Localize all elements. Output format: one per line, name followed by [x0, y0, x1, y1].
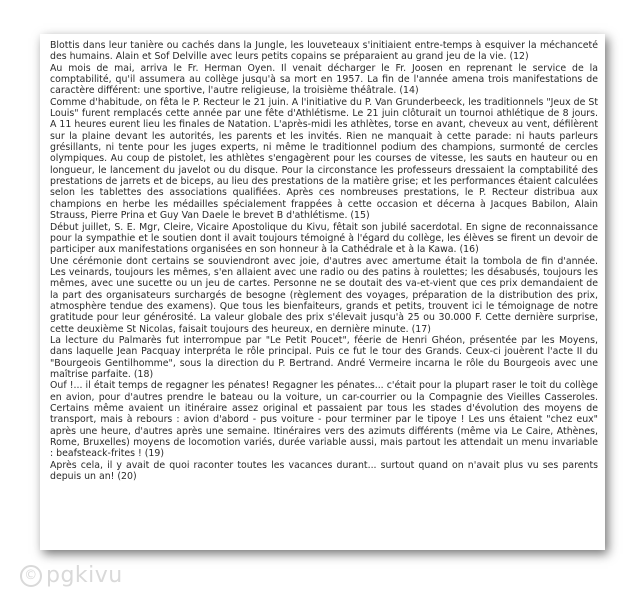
paragraph-18: La lecture du Palmarès fut interrompue par "Le Petit Poucet", féerie de Henri Ghéon, présentée par les Moyens, dans laquelle Jean Pacquay interpréta le rôle principal. Puis ce fut le tour des Grands. Ceux-ci jouèrent l'acte II du "Bourgeois Gentilhomme", sous la direction du P. Bertrand. André Vermeire incarna le rôle du Bourgeois avec une maîtrise parfaite. (18) [50, 334, 598, 380]
copyright-icon: © [20, 565, 42, 587]
paragraph-17: Une cérémonie dont certains se souviendront avec joie, d'autres avec amertume était la tombola de fin d'année. Les veinards, toujours les mêmes, s'en allaient avec une radio ou des patins à roulettes; les désabusés, toujours les mêmes, avec une sucette ou un jeu de cartes. Personne ne se doutait des va-et-vient que ces prix demandaient de la part des organisateurs surchargés de besogne (règlement des voyages, préparation de la distribution des prix, atmosphère tendue des examens). Que tous les bienfaiteurs, grands et petits, trouvent ici le témoignage de notre gratitude pour leur générosité. La valeur globale des prix s'élevait jusqu'à 25 ou 30.000 F. Cette dernière surprise, cette deuxième St Nicolas, faisait toujours des heureux, en dernière minute. (17) [50, 255, 598, 335]
paragraph-15: Comme d'habitude, on fêta le P. Recteur le 21 juin. A l'initiative du P. Van Grunderbeeck, les traditionnels "Jeux de St Louis" furent remplacés cette année par une fête d'Athlétisme. Le 21 juin clôturait un tournoi athlétique de 8 jours. A 11 heures eurent lieu les finales de Natation. L'après-midi les athlètes, torse en avant, cheveux au vent, défilèrent sur la plaine devant les autorités, les parents et les invités. Rien ne manquait à cette parade: ni hauts parleurs grésillants, ni tente pour les juges experts, ni même le traditionnel podium des champions, surmonté de cercles olympiques. Au coup de pistolet, les athlètes s'engagèrent pour les courses de vitesse, les sauts en hauteur ou en longueur, le lancement du javelot ou du disque. Pour la circonstance les professeurs dressaient la comptabilité des prestations de jarrets et de biceps, au lieu des prestations de la matière grise; et les performances étaient calculées selon les tablettes des associations qualifiées. Après ces nombreuses prestations, le P. Recteur distribua aux champions en herbe les médailles spécialement frappées à cette occasion et décerna à Jacques Babilon, Alain Strauss, Pierre Prina et Guy Van Daele le brevet B d'athlétisme. (15) [50, 96, 598, 222]
paragraph-12: Blottis dans leur tanière ou cachés dans la Jungle, les louveteaux s'initiaient entre-temps à esquiver la méchanceté des humains. Alain et Sof Delville avec leurs petits copains se préparaient au grand jeu de la vie. (12) [50, 40, 598, 63]
paragraph-19: Ouf !... il était temps de regagner les pénates! Regagner les pénates... c'était pour la plupart raser le toit du collège en avion, pour d'autres prendre le bateau ou la voiture, un car-courrier ou la Compagnie des Vieilles Casseroles. Certains même avaient un itinéraire assez original et passaient par tous les stades d'évolution des moyens de transport, mais à rebours : avion d'abord - pus voiture - pour terminer par le tipoye ! Les uns étaient "chez eux" après une heure, d'autres après une semaine. Itinéraires vers des azimuts différents (même via Le Caire, Athènes, Rome, Bruxelles) moyens de locomotion variés, durée variable aussi, mais partout les attendait un menu invariable : beafsteack-frites ! (19) [50, 380, 598, 460]
paragraph-20: Après cela, il y avait de quoi raconter toutes les vacances durant... surtout quand on n'avait plus vu ses parents depuis un an! (20) [50, 459, 598, 483]
paragraph-14: Au mois de mai, arriva le Fr. Herman Oyen. Il venait décharger le Fr. Joosen en reprenant le service de la comptabilité, qu'il assumera au collège jusqu'à sa mort en 1957. La fin de l'année amena trois manifestations de caractère différent: une sportive, l'autre religieuse, la troisième théâtrale. (14) [50, 62, 598, 97]
document-body [50, 40, 598, 482]
watermark [20, 563, 123, 588]
watermark-text: pgkivu [46, 563, 123, 588]
paragraph-16: Début juillet, S. E. Mgr, Cleire, Vicaire Apostolique du Kivu, fêtait son jubilé sacerdotal. En signe de reconnaissance pour la sympathie et le soutien dont il avait toujours témoigné à l'égard du collège, les élèves se firent un devoir de participer aux manifestations organisées en son honneur à la Cathédrale et à la Kawa. (16) [50, 221, 598, 256]
